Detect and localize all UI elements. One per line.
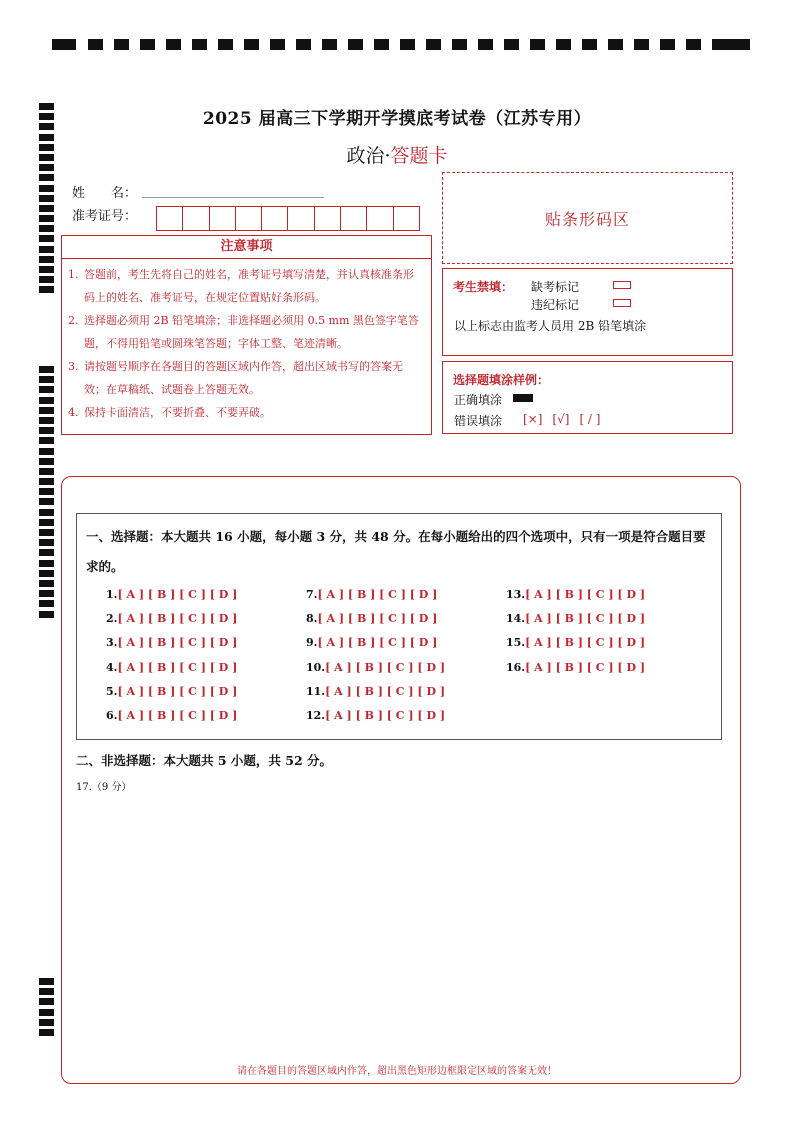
timing-mark [608, 39, 623, 50]
answer-options[interactable]: [ A ] [ B ] [ C ] [ D ] [117, 636, 238, 650]
notice-text: 选择题必须用 2B 铅笔填涂；非选择题必须用 0.5 mm 黑色签字笔答题，不得用铅笔或圆珠笔答题；字体工整、笔迹清晰。 [84, 314, 419, 350]
timing-mark [39, 134, 54, 141]
answer-options[interactable]: [ A ] [ B ] [ C ] [ D ] [325, 660, 446, 674]
barcode-label: 贴条形码区 [544, 209, 630, 229]
timing-mark [218, 39, 233, 50]
timing-mark [39, 600, 54, 607]
side-timing-marks-middle [39, 366, 54, 621]
subject-label: 政治· [346, 145, 391, 167]
question-10[interactable] [306, 661, 445, 674]
question-number: 1. [106, 588, 118, 601]
timing-mark [452, 39, 467, 50]
violation-mark-label: 违纪标记 [531, 298, 580, 312]
timing-mark [39, 437, 54, 444]
footer-warning: 请在各题目的答题区域内作答，超出黑色矩形边框限定区域的答案无效！ [237, 1066, 557, 1077]
timing-mark [52, 39, 76, 50]
exam-id-boxes[interactable] [156, 206, 420, 231]
exam-title: 2025 届高三下学期开学摸底考试卷（江苏专用） [202, 109, 592, 129]
timing-mark [39, 266, 54, 273]
question-number: 11. [306, 684, 326, 698]
timing-mark [39, 498, 54, 505]
section2-heading: 二、非选择题：本大题共 5 小题，共 52 分。 [76, 753, 333, 768]
wrong-mark-cross: [×] [523, 412, 543, 426]
timing-mark [140, 39, 155, 50]
answer-options[interactable]: [ A ] [ B ] [ C ] [ D ] [317, 636, 438, 650]
side-timing-marks-lower [39, 978, 54, 1039]
timing-mark [322, 39, 337, 50]
notice-item [68, 355, 423, 401]
answer-options[interactable]: [ A ] [ B ] [ C ] [ D ] [317, 588, 438, 601]
timing-mark [39, 560, 54, 567]
answer-options[interactable]: [ A ] [ B ] [ C ] [ D ] [525, 588, 646, 601]
forbidden-fill-box [442, 268, 733, 356]
answer-options[interactable]: [ A ] [ B ] [ C ] [ D ] [325, 709, 446, 722]
fill-sample-box [442, 361, 733, 434]
question-8[interactable] [306, 612, 437, 625]
wrong-mark-check: [√] [552, 412, 570, 426]
timing-mark [166, 39, 181, 50]
question-17-label: 17.（9 分） [76, 782, 132, 793]
question-9[interactable] [306, 636, 437, 649]
timing-mark [39, 988, 54, 995]
timing-mark [39, 1009, 54, 1016]
id-digit-box[interactable] [366, 206, 392, 231]
id-digit-box[interactable] [182, 206, 208, 231]
answer-options[interactable]: [ A ] [ B ] [ C ] [ D ] [117, 612, 238, 626]
timing-mark [39, 376, 54, 383]
section1-heading: 一、选择题：本大题共 16 小题，每小题 3 分，共 48 分。在每小题给出的四个选项中，只有一项是符合题目要求的。 [86, 529, 706, 574]
timing-mark [39, 246, 54, 253]
id-digit-box[interactable] [393, 206, 420, 231]
timing-mark [712, 39, 727, 50]
question-7[interactable] [306, 588, 437, 601]
question-16[interactable] [506, 661, 645, 674]
forbidden-note: 以上标志由监考人员用 2B 铅笔填涂 [454, 319, 647, 333]
notice-item [68, 263, 423, 309]
question-2[interactable] [106, 612, 237, 625]
id-digit-box[interactable] [261, 206, 287, 231]
notice-text: 答题前，考生先将自己的姓名，准考证号填写清楚，并认真核准条形码上的姓名、准考证号，在规定位置贴好条形码。 [84, 268, 414, 304]
question-1[interactable] [106, 588, 237, 601]
answer-options[interactable]: [ A ] [ B ] [ C ] [ D ] [117, 684, 238, 698]
answer-options[interactable]: [ A ] [ B ] [ C ] [ D ] [525, 660, 646, 674]
notice-number: 2. [68, 314, 79, 327]
notice-number: 1. [68, 268, 79, 281]
id-digit-box[interactable] [209, 206, 235, 231]
card-subtitle [0, 141, 794, 168]
timing-mark [39, 1029, 54, 1036]
timing-mark [88, 39, 103, 50]
timing-mark [556, 39, 571, 50]
question-number: 6. [106, 709, 118, 722]
timing-mark [39, 509, 54, 516]
absent-mark-label: 缺考标记 [531, 280, 580, 294]
violation-mark-box[interactable] [613, 299, 631, 307]
timing-mark [39, 539, 54, 546]
id-digit-box[interactable] [287, 206, 313, 231]
top-timing-marks [52, 39, 750, 50]
timing-mark [39, 397, 54, 404]
question-number: 4. [106, 660, 118, 674]
question-15[interactable] [506, 636, 645, 649]
question-6[interactable] [106, 709, 237, 722]
timing-mark [686, 39, 701, 50]
timing-mark [39, 417, 54, 424]
timing-mark [504, 39, 519, 50]
question-number: 2. [106, 612, 118, 626]
timing-mark [374, 39, 389, 50]
timing-mark [726, 39, 750, 50]
notice-title: 注意事项 [61, 235, 432, 259]
timing-mark [39, 529, 54, 536]
timing-mark [39, 570, 54, 577]
sample-label: 选择题填涂样例： [453, 373, 550, 387]
question-5[interactable] [106, 685, 237, 698]
timing-mark [39, 1019, 54, 1026]
timing-mark [114, 39, 129, 50]
answer-options[interactable]: [ A ] [ B ] [ C ] [ D ] [525, 612, 646, 626]
wrong-fill-label: 错误填涂 [454, 414, 503, 428]
forbidden-label: 考生禁填： [453, 280, 514, 294]
id-digit-box[interactable] [340, 206, 366, 231]
question-14[interactable] [506, 612, 645, 625]
timing-mark [39, 611, 54, 618]
correct-fill-label: 正确填涂 [454, 393, 503, 407]
answer-options[interactable]: [ A ] [ B ] [ C ] [ D ] [325, 684, 446, 698]
notice-text: 请按题号顺序在各题目的答题区域内作答，超出区域书写的答案无效；在草稿纸、试题卷上答题无效。 [84, 360, 403, 396]
timing-mark [296, 39, 311, 50]
correct-fill-mark [513, 394, 533, 402]
question-number: 8. [306, 612, 318, 626]
timing-mark [244, 39, 259, 50]
timing-mark [39, 407, 54, 414]
question-number: 7. [306, 588, 318, 601]
question-number: 15. [506, 636, 526, 650]
question-11[interactable] [306, 685, 445, 698]
answer-options[interactable]: [ A ] [ B ] [ C ] [ D ] [525, 636, 646, 650]
timing-mark [39, 549, 54, 556]
timing-mark [39, 225, 54, 232]
timing-mark [400, 39, 415, 50]
question-number: 10. [306, 660, 326, 674]
timing-mark [192, 39, 207, 50]
timing-mark [39, 978, 54, 985]
notice-list [61, 259, 432, 435]
timing-mark [39, 235, 54, 242]
timing-mark [530, 39, 545, 50]
timing-mark [582, 39, 597, 50]
exam-id-label: 准考证号： [72, 209, 138, 224]
question-12[interactable] [306, 709, 445, 722]
answer-options[interactable]: [ A ] [ B ] [ C ] [ D ] [117, 660, 238, 674]
timing-mark [39, 458, 54, 465]
notice-item [68, 309, 423, 355]
timing-mark [270, 39, 285, 50]
name-field[interactable] [142, 197, 324, 198]
question-number: 14. [506, 612, 526, 626]
timing-mark [39, 174, 54, 181]
answer-options[interactable]: [ A ] [ B ] [ C ] [ D ] [117, 709, 238, 722]
timing-mark [39, 366, 54, 373]
question-13[interactable] [506, 588, 645, 601]
notice-text: 保持卡面清洁，不要折叠、不要弄破。 [84, 406, 271, 419]
absent-mark-box[interactable] [613, 281, 631, 289]
timing-mark [39, 590, 54, 597]
timing-mark [39, 427, 54, 434]
wrong-mark-slash: [ / ] [579, 412, 601, 426]
timing-mark [39, 256, 54, 263]
question-number: 9. [306, 636, 318, 650]
timing-mark [39, 386, 54, 393]
timing-mark [348, 39, 363, 50]
question-number: 13. [506, 588, 526, 601]
timing-mark [39, 276, 54, 283]
id-digit-box[interactable] [235, 206, 261, 231]
timing-mark [39, 448, 54, 455]
notice-number: 4. [68, 406, 79, 419]
timing-mark [39, 468, 54, 475]
answer-options[interactable]: [ A ] [ B ] [ C ] [ D ] [317, 612, 438, 626]
timing-mark [39, 205, 54, 212]
question-3[interactable] [106, 636, 237, 649]
timing-mark [39, 488, 54, 495]
timing-mark [39, 580, 54, 587]
timing-mark [660, 39, 675, 50]
timing-mark [39, 286, 54, 293]
answer-options[interactable]: [ A ] [ B ] [ C ] [ D ] [117, 588, 238, 601]
side-timing-marks-upper [39, 103, 54, 297]
name-label: 姓 名： [72, 186, 138, 201]
timing-mark [39, 215, 54, 222]
notice-number: 3. [68, 360, 79, 373]
id-digit-box[interactable] [314, 206, 340, 231]
notice-item [68, 401, 423, 424]
timing-mark [39, 195, 54, 202]
timing-mark [634, 39, 649, 50]
timing-mark [39, 998, 54, 1005]
question-number: 12. [306, 709, 326, 722]
timing-mark [478, 39, 493, 50]
barcode-area [442, 172, 733, 264]
timing-mark [39, 185, 54, 192]
timing-mark [426, 39, 441, 50]
question-number: 5. [106, 684, 118, 698]
question-number: 16. [506, 660, 526, 674]
answer-card-label: 答题卡 [390, 145, 448, 167]
question-number: 3. [106, 636, 118, 650]
timing-mark [39, 519, 54, 526]
timing-mark [39, 478, 54, 485]
id-digit-box[interactable] [156, 206, 182, 231]
question-4[interactable] [106, 661, 237, 674]
